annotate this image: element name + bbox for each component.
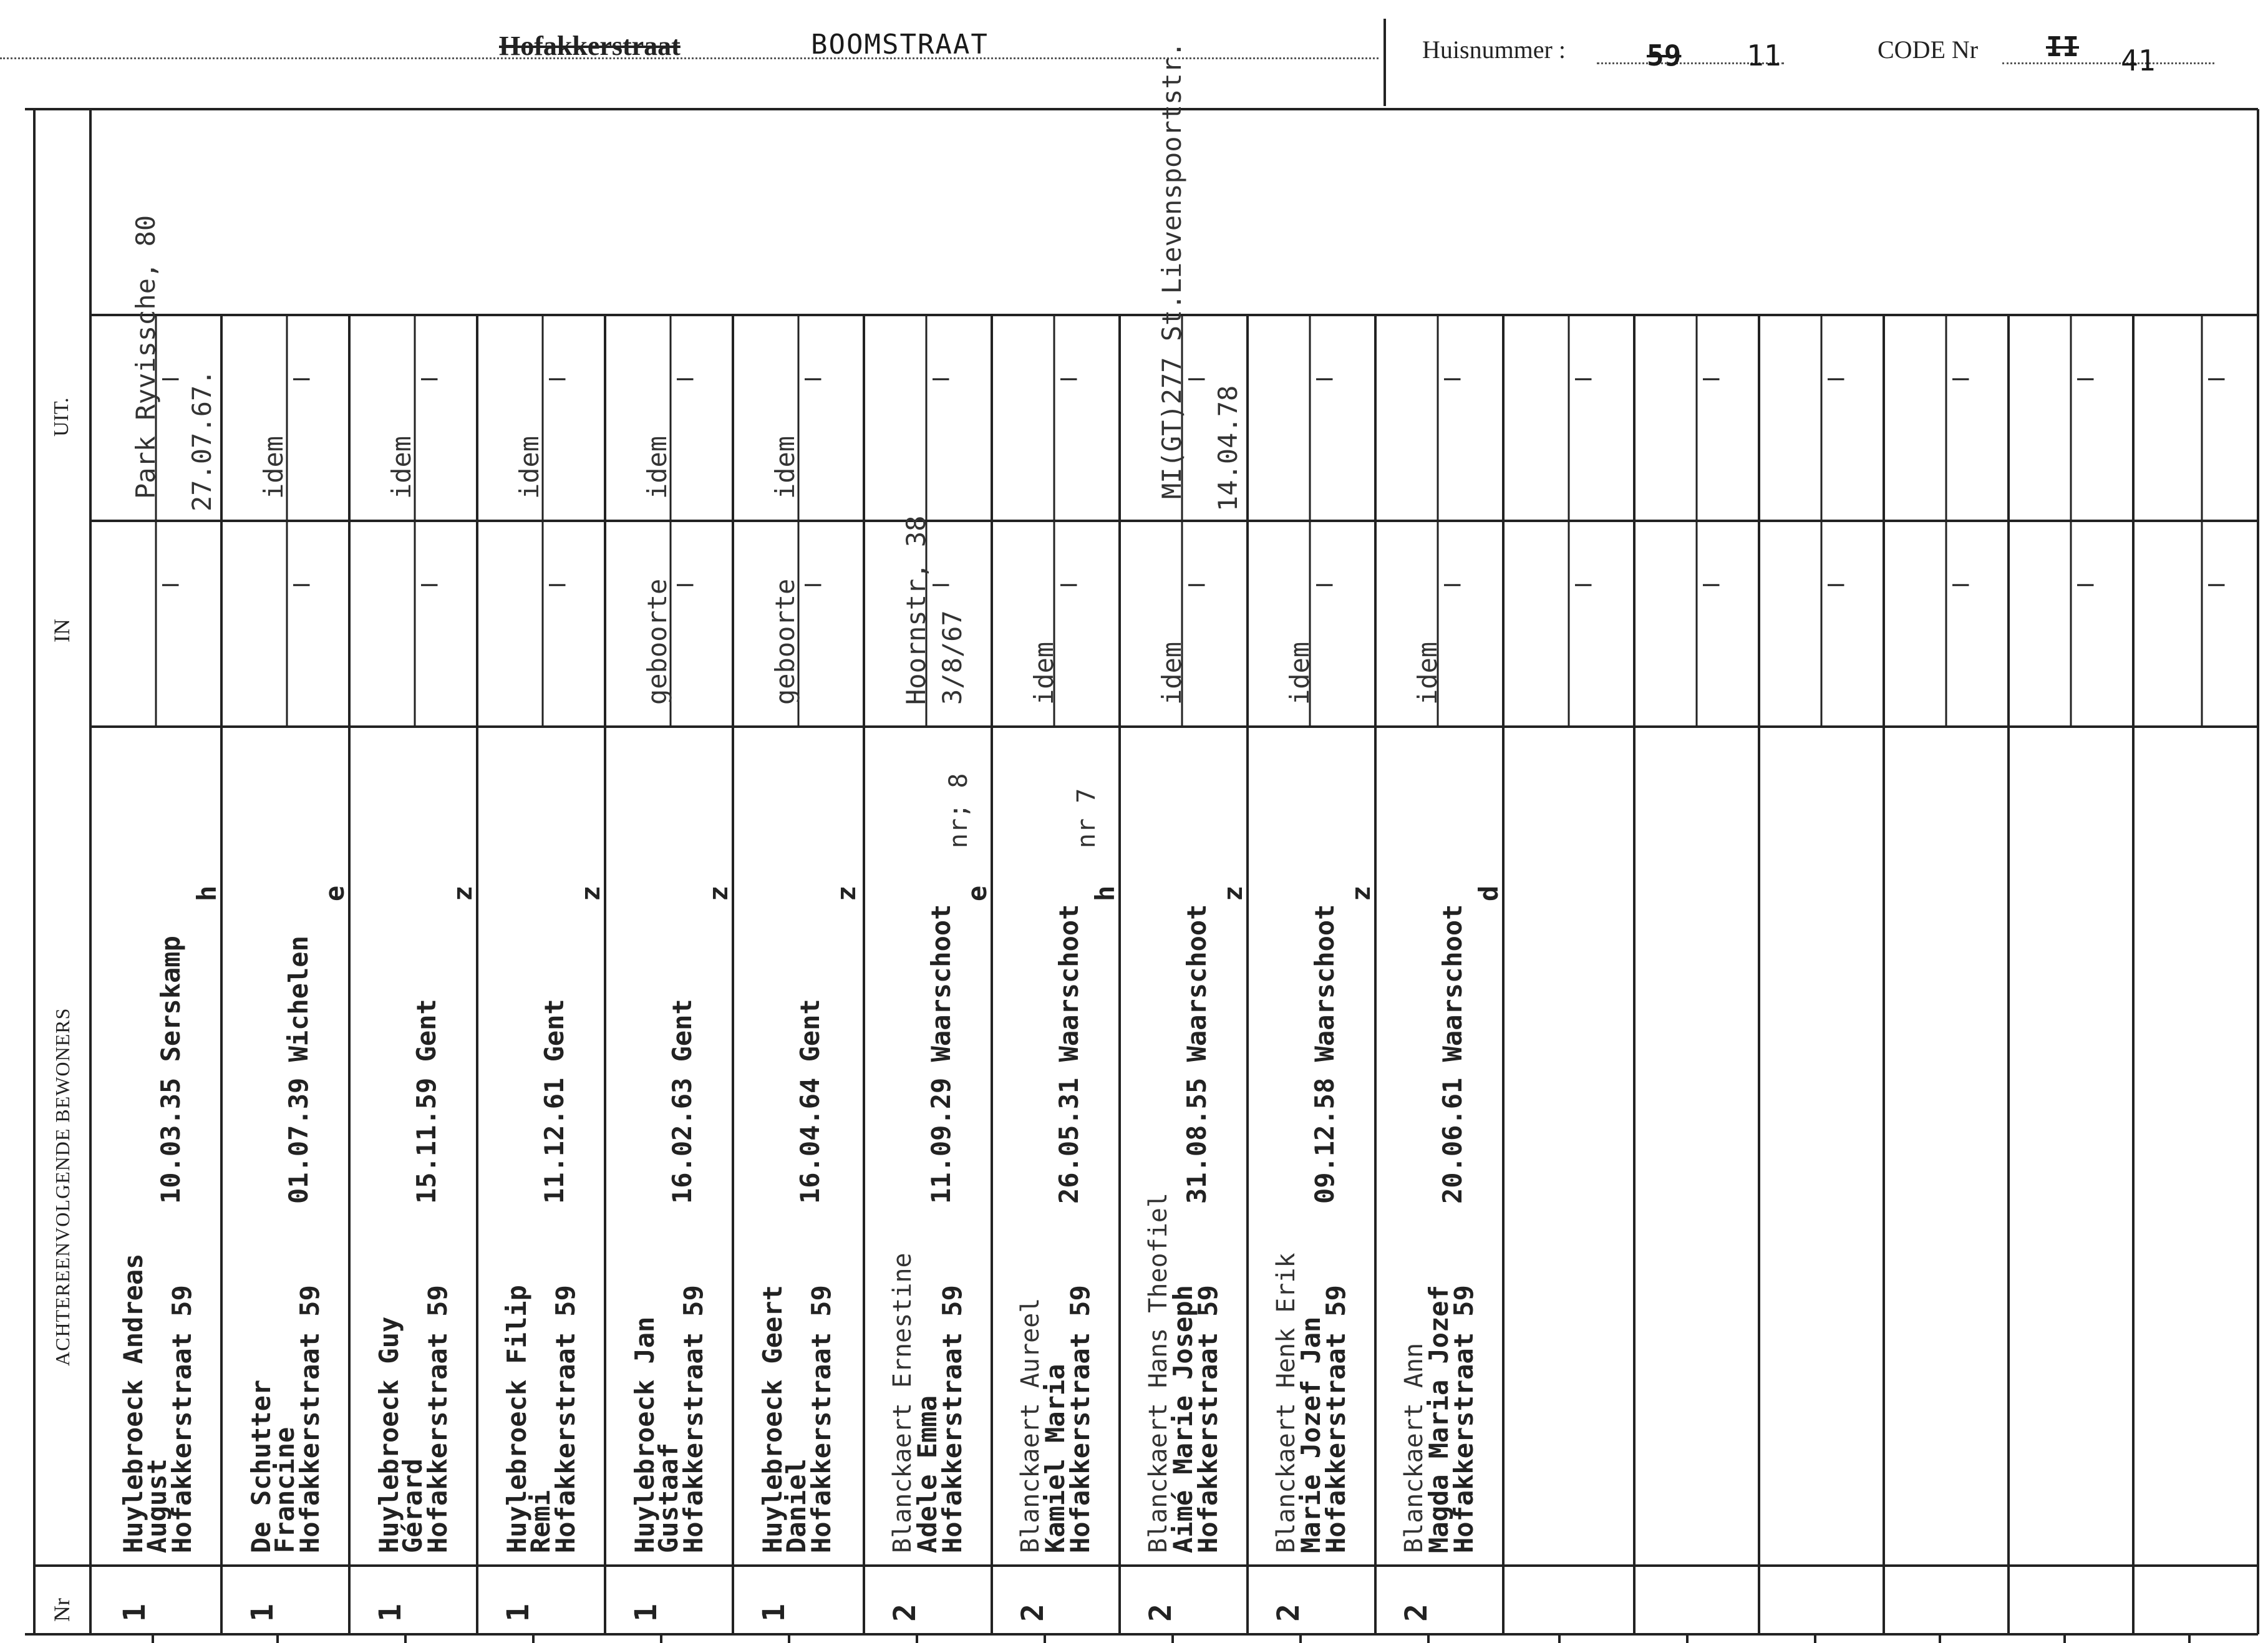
resident-mark: z — [1345, 885, 1376, 901]
empty-cell-dash: — — [2077, 568, 2094, 599]
empty-cell-dash: — — [1703, 568, 1720, 599]
resident-address: Hofakkerstraat 59 — [1193, 1285, 1223, 1553]
resident-name-line1: Blanckaert Ernestine — [888, 1253, 917, 1553]
col-header-residents: ACHTEREENVOLGENDE BEWONERS — [51, 1007, 74, 1366]
resident-name-line2: August — [142, 1458, 172, 1553]
empty-cell-dash: — — [1060, 362, 1077, 394]
resident-house-nr: nr; 8 — [944, 773, 973, 848]
row-nr: 2 — [1399, 1604, 1434, 1622]
resident-mark: h — [191, 885, 222, 901]
empty-cell-dash: — — [1316, 568, 1333, 599]
empty-cell-dash: — — [1188, 362, 1205, 394]
row-nr: 2 — [888, 1604, 923, 1622]
in-entry: Hoornstr, 38 — [901, 515, 931, 705]
uit-entry: idem — [642, 435, 672, 499]
resident-address: Hofakkerstraat 59 — [678, 1285, 709, 1553]
resident-name-line1: Blanckaert Ann — [1400, 1342, 1428, 1553]
resident-name-line1: Huylebroeck Andreas — [118, 1253, 148, 1553]
resident-name-line2: Gérard — [397, 1458, 428, 1553]
uit-entry: idem — [386, 435, 417, 499]
uit-date: 14.04.78 — [1213, 385, 1243, 511]
resident-birth: 16.02.63 Gent — [667, 999, 697, 1204]
empty-cell-dash: — — [933, 362, 949, 394]
resident-mark: z — [831, 885, 861, 901]
resident-address: Hofakkerstraat 59 — [806, 1285, 836, 1553]
resident-name-line1: Huylebroeck Filip — [502, 1285, 532, 1553]
resident-name-line1: Huylebroeck Geert — [757, 1285, 788, 1553]
empty-cell-dash: — — [1188, 568, 1205, 599]
empty-cell-dash: — — [1444, 362, 1461, 394]
resident-name-line2: Gustaaf — [653, 1442, 684, 1553]
in-date: 3/8/67 — [937, 610, 967, 705]
empty-cell-dash: — — [1444, 568, 1461, 599]
resident-birth: 11.12.61 Gent — [539, 999, 569, 1204]
resident-birth: 09.12.58 Waarschoot — [1309, 904, 1340, 1204]
resident-name-line1: Blanckaert Aureel — [1016, 1297, 1045, 1553]
resident-mark: z — [447, 885, 478, 901]
resident-name-line1: De Schutter — [246, 1379, 276, 1553]
empty-cell-dash: — — [805, 568, 821, 599]
resident-mark: h — [1090, 885, 1120, 901]
col-header-uit: UIT. — [50, 397, 73, 437]
row-nr: 2 — [1143, 1604, 1178, 1622]
empty-cell-dash: — — [293, 568, 310, 599]
resident-address: Hofakkerstraat 59 — [1448, 1285, 1479, 1553]
empty-cell-dash: — — [1952, 362, 1969, 394]
empty-cell-dash: — — [549, 362, 566, 394]
empty-cell-dash: — — [677, 568, 694, 599]
in-entry: idem — [1284, 641, 1315, 705]
resident-address: Hofakkerstraat 59 — [550, 1285, 581, 1553]
empty-cell-dash: — — [1575, 362, 1592, 394]
empty-cell-dash: — — [421, 568, 438, 599]
resident-name-line2: Remi — [525, 1490, 556, 1553]
resident-mark: z — [703, 885, 734, 901]
resident-name-line2: Aimé Marie Joseph — [1168, 1285, 1198, 1553]
resident-birth: 10.03.35 Serskamp — [155, 936, 186, 1204]
resident-name-line2: Francine — [269, 1427, 300, 1553]
row-nr: 2 — [1015, 1604, 1050, 1622]
col-header-nr: Nr — [49, 1598, 74, 1622]
in-entry: idem — [1156, 641, 1187, 705]
resident-mark: e — [962, 885, 992, 901]
uit-entry: idem — [258, 435, 289, 499]
in-entry: geboorte — [642, 578, 672, 705]
code-new: 41 — [2121, 44, 2156, 77]
resident-house-nr: nr 7 — [1072, 788, 1101, 848]
resident-birth: 16.04.64 Gent — [795, 999, 825, 1204]
resident-name-line2: Marie Jozef Jan — [1296, 1316, 1326, 1553]
empty-cell-dash: — — [1060, 568, 1077, 599]
resident-mark: z — [1218, 885, 1248, 901]
resident-address: Hofakkerstraat 59 — [1321, 1285, 1351, 1553]
row-nr: 1 — [373, 1604, 408, 1622]
empty-cell-dash: — — [1575, 568, 1592, 599]
resident-name-line2: Kamiel Maria — [1040, 1364, 1070, 1553]
resident-birth: 15.11.59 Gent — [411, 999, 442, 1204]
empty-cell-dash: — — [2208, 362, 2225, 394]
empty-cell-dash: — — [2208, 568, 2225, 599]
row-nr: 1 — [629, 1604, 664, 1622]
empty-cell-dash: — — [677, 362, 694, 394]
empty-cell-dash: — — [1952, 568, 1969, 599]
in-entry: idem — [1029, 641, 1059, 705]
resident-name-line1: Blanckaert Hans Theofiel — [1144, 1193, 1173, 1553]
empty-cell-dash: — — [293, 362, 310, 394]
resident-birth: 01.07.39 Wichelen — [283, 936, 314, 1204]
empty-cell-dash: — — [1703, 362, 1720, 394]
empty-cell-dash: — — [933, 568, 949, 599]
resident-birth: 20.06.61 Waarschoot — [1437, 904, 1468, 1204]
row-nr: 1 — [117, 1604, 152, 1622]
house-number-old: 59 — [1647, 39, 1682, 72]
row-nr: 1 — [245, 1604, 280, 1622]
resident-address: Hofakkerstraat 59 — [294, 1285, 325, 1553]
empty-cell-dash: — — [162, 362, 179, 394]
resident-birth: 31.08.55 Waarschoot — [1181, 904, 1212, 1204]
resident-address: Hofakkerstraat 59 — [1065, 1285, 1095, 1553]
empty-cell-dash: — — [1828, 362, 1844, 394]
empty-cell-dash: — — [2077, 362, 2094, 394]
empty-cell-dash: — — [1316, 362, 1333, 394]
resident-name-line2: Adele Emma — [912, 1395, 943, 1553]
empty-cell-dash: — — [805, 362, 821, 394]
row-nr: 1 — [501, 1604, 536, 1622]
resident-birth: 26.05.31 Waarschoot — [1054, 904, 1084, 1204]
col-header-in: IN — [49, 619, 74, 642]
resident-name-line1: Blanckaert Henk Erik — [1272, 1253, 1301, 1553]
resident-address: Hofakkerstraat 59 — [167, 1285, 197, 1553]
uit-entry: Park Ryvissche, 80 — [130, 215, 161, 499]
street-label-new: BOOMSTRAAT — [811, 29, 989, 61]
resident-address: Hofakkerstraat 59 — [422, 1285, 453, 1553]
house-number-new: 11 — [1747, 39, 1781, 72]
empty-cell-dash: — — [549, 568, 566, 599]
resident-name-line1: Huylebroeck Guy — [374, 1316, 404, 1553]
uit-entry: idem — [514, 435, 545, 499]
resident-name-line2: Daniel — [781, 1458, 812, 1553]
in-entry: idem — [1412, 641, 1443, 705]
resident-mark: e — [319, 885, 350, 901]
street-old: Hofakkerstraat — [499, 31, 681, 61]
resident-address: Hofakkerstraat 59 — [937, 1285, 967, 1553]
empty-cell-dash: — — [162, 568, 179, 599]
resident-name-line1: Huylebroeck Jan — [629, 1316, 660, 1553]
code-label: CODE Nr — [1878, 36, 1979, 64]
empty-cell-dash: — — [1828, 568, 1844, 599]
code-old: II — [2046, 31, 2079, 63]
resident-mark: d — [1473, 885, 1504, 901]
resident-mark: z — [575, 885, 606, 901]
row-nr: 1 — [757, 1604, 792, 1622]
empty-cell-dash: — — [421, 362, 438, 394]
row-nr: 2 — [1271, 1604, 1306, 1622]
resident-birth: 11.09.29 Waarschoot — [926, 904, 956, 1204]
uit-entry: idem — [770, 435, 800, 499]
in-entry: geboorte — [770, 578, 800, 705]
resident-name-line2: Magda Maria Jozef — [1423, 1285, 1454, 1553]
uit-date: 27.07.67. — [187, 369, 217, 511]
uit-entry: MI(GT)277 St.Lievenspoortstr. — [1156, 41, 1187, 499]
house-number-label: Huisnummer : — [1422, 36, 1566, 64]
